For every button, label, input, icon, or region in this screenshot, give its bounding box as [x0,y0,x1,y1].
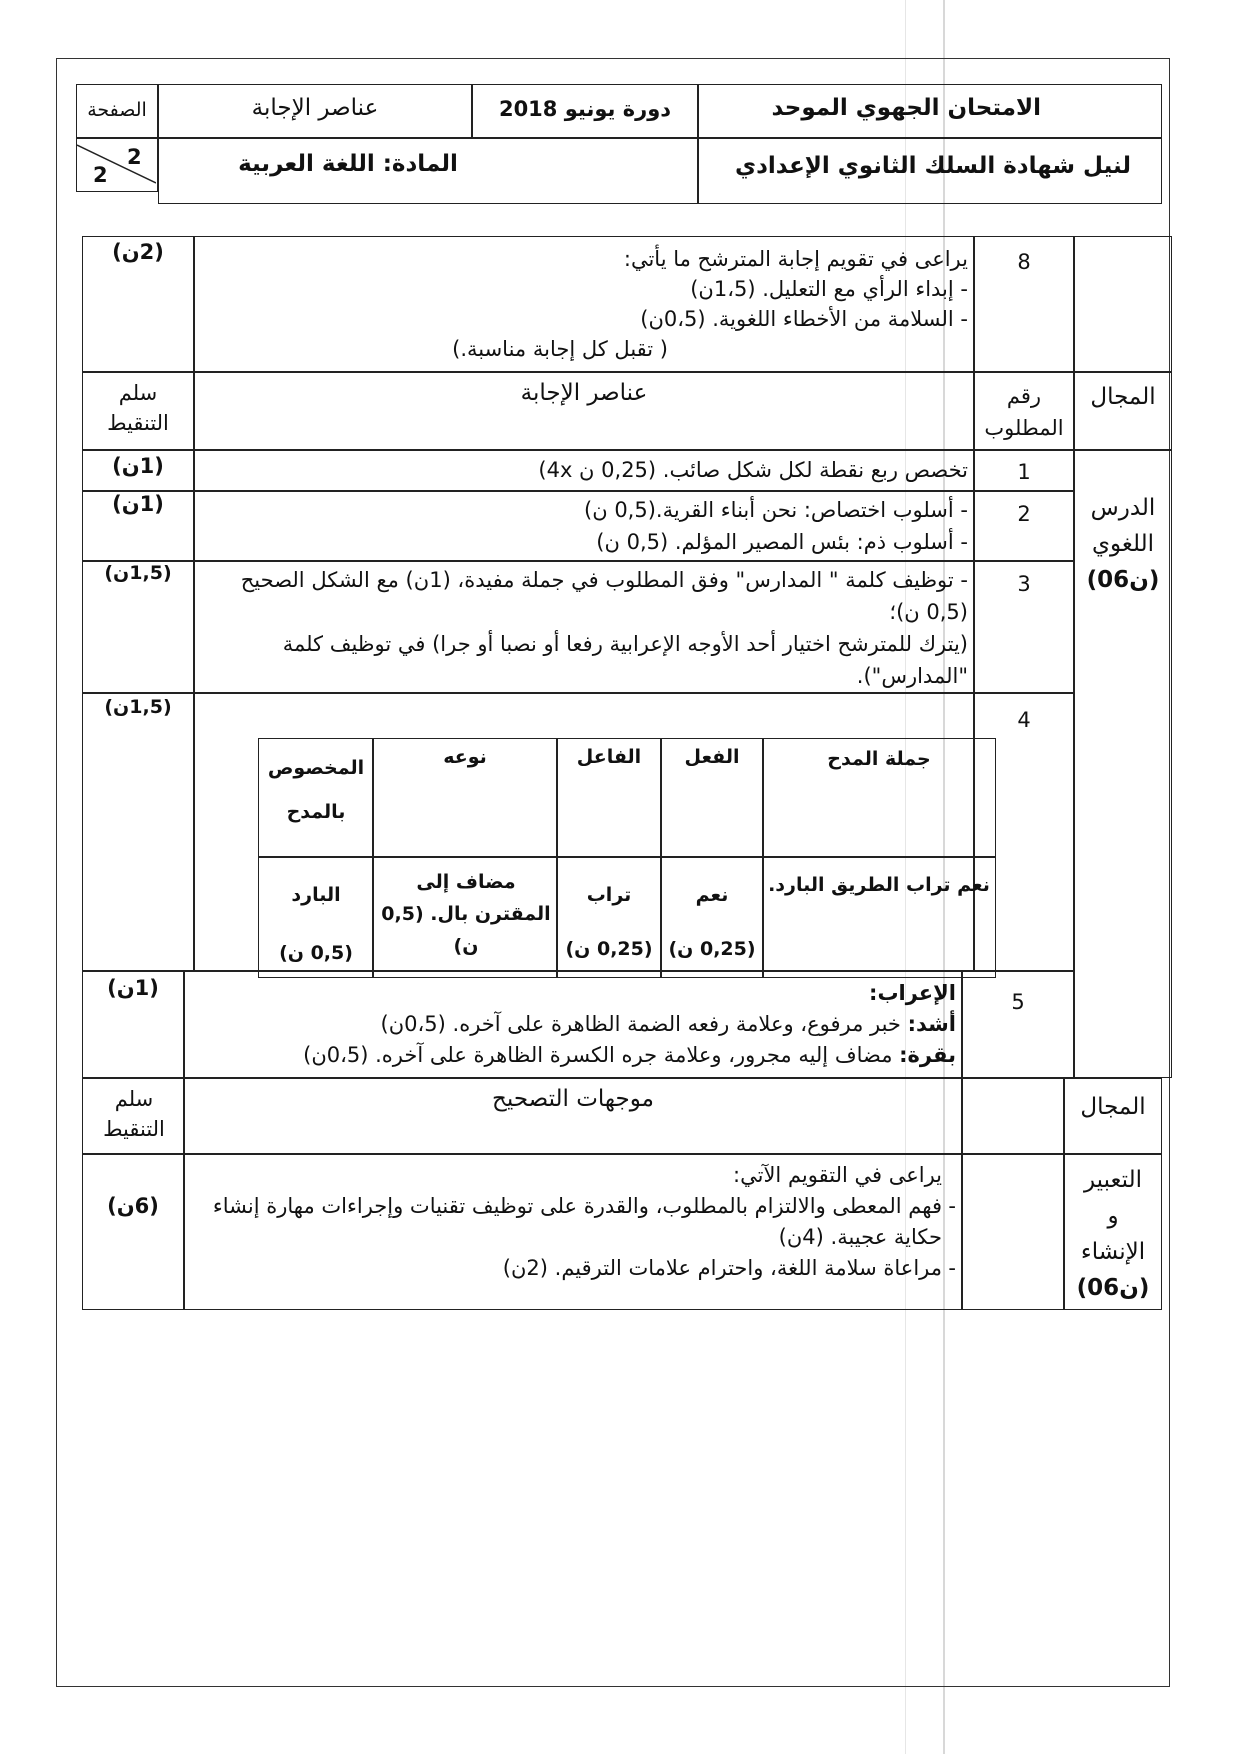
q8-line: ( تقبل كل إجابة مناسبة.) [452,337,668,361]
certificate-cell [698,138,1162,204]
q2-line: - أسلوب ذم: بئس المصير المؤلم. (0,5 ن) [596,530,968,554]
td-verb [662,868,762,976]
th-verb: الفعل [684,746,740,768]
answer-elements-header: عناصر الإجابة [520,380,648,406]
th-praised: المخصوص بالمدح [267,757,365,823]
td-sentence: نعم تراب الطريق البارد. [768,874,990,896]
q5-title: الإعراب: [869,981,956,1005]
diagonal-divider [77,139,156,190]
expression-item-text: مراعاة سلامة اللغة، واحترام علامات الترقيم. (2ن) [502,1256,942,1280]
q1-score: (1ن) [112,454,164,478]
page-total: 2 [93,163,108,187]
q8-score: (2ن) [112,240,164,264]
q8-text [200,244,968,364]
session-cell [472,84,698,138]
domain-score: (06ن) [1076,1275,1150,1301]
scale-header-2: سلم التنقيط [103,1087,165,1141]
domain-line: الإنشاء [1080,1239,1146,1265]
domain-line: اللغوي [1092,531,1154,557]
q2-text [200,494,968,558]
q2-score: (1ن) [112,492,164,516]
domain-score: (06ن) [1086,567,1160,593]
q8-line: يراعى في تقويم إجابة المترشح ما يأتي: [623,247,968,271]
page-number-cell [76,138,158,192]
q3-score: (1,5ن) [104,562,172,584]
answer-elements-cell [158,84,472,138]
q5-line [190,1009,956,1040]
bullet-dash: - [948,1194,956,1218]
q5-line [190,1040,956,1071]
q5-text [190,978,956,1071]
q2-number: 2 [1017,502,1031,526]
exam-title-cell [698,84,1162,138]
bullet-dash: - [948,1256,956,1280]
q5-desc: خبر مرفوع، وعلامة رفعه الضمة الظاهرة على آخره. (0،5ن) [380,1012,901,1036]
td-verb-score: (0,25 ن) [668,938,756,960]
expression-item-text: فهم المعطى والالتزام بالمطلوب، والقدرة على توظيف تقنيات وإجراءات مهارة إنشاء حكاية عجيبة. (4ن) [212,1194,942,1249]
domain-line: الدرس [1090,495,1156,521]
scale-header: سلم التنقيط [107,381,169,435]
td-praised [262,866,370,982]
subject-cell [158,138,698,204]
q2-line: - أسلوب اختصاص: نحن أبناء القرية.(0,5 ن) [584,498,968,522]
req-number-header: رقم المطلوب [984,384,1064,440]
expression-item [190,1253,956,1284]
guidance-header: موجهات التصحيح [492,1086,654,1112]
q5-word: أشد: [907,1012,956,1036]
q5-score: (1ن) [107,976,159,1000]
td-verb-value: نعم [695,884,729,906]
td-praised-value: البارد [291,884,341,906]
page-number: 2 [127,145,142,169]
q3-line: (يترك للمترشح اختيار أحد الأوجه الإعرابية رفعا أو نصبا أو جرا) في توظيف كلمة "المدارس"). [282,632,968,688]
expression-item [190,1191,956,1253]
domain-line: و [1107,1203,1119,1229]
linguistic-domain [1075,490,1171,598]
page-label-cell [76,84,158,138]
q1-text: تخصص ربع نقطة لكل شكل صائب. (0,25 ن 4x) [538,458,968,482]
td-subject-value: تراب [586,884,632,906]
q5-number: 5 [1011,990,1025,1014]
td-subject [558,868,660,976]
certificate: لنيل شهادة السلك الثانوي الإعدادي [735,153,1131,179]
q4-score: (1,5ن) [104,696,172,718]
q5-word: بقرة: [899,1043,956,1067]
domain-line: التعبير [1083,1167,1142,1193]
domain-header: المجال [1090,384,1156,410]
expression-text [190,1160,956,1284]
q3-line: - توظيف كلمة " المدارس" وفق المطلوب في جملة مفيدة، (1ن) مع الشكل الصحيح (0,5 ن)؛ [240,568,968,624]
expression-intro: يراعى في التقويم الآتي: [733,1163,942,1187]
td-praised-score: (0,5 ن) [279,942,353,964]
q8-line: - السلامة من الأخطاء اللغوية. (0،5ن) [640,307,968,331]
page-label: الصفحة [87,99,147,121]
q8-line: - إبداء الرأي مع التعليل. (1،5ن) [690,277,968,301]
td-type: مضاف إلى المقترن بال. (0,5 ن) [381,871,551,957]
th-praise-sentence: جملة المدح [827,748,931,770]
q3-number: 3 [1017,572,1031,596]
domain-header-2: المجال [1080,1094,1146,1120]
th-subject: الفاعل [576,746,642,768]
expression-score: (6ن) [107,1194,159,1218]
q3-text [200,564,968,692]
th-type: نوعه [443,746,487,768]
q8-number: 8 [1017,250,1031,274]
q5-desc: مضاف إليه مجرور، وعلامة جره الكسرة الظاهرة على آخره. (0،5ن) [303,1043,893,1067]
td-subject-score: (0,25 ن) [565,938,653,960]
answer-elements-title: عناصر الإجابة [251,95,379,121]
q4-number: 4 [1017,708,1031,732]
expression-domain [1065,1162,1161,1306]
subject: المادة: اللغة العربية [238,151,458,177]
session: دورة يونيو 2018 [498,97,672,121]
exam-title: الامتحان الجهوي الموحد [771,95,1041,121]
q1-number: 1 [1017,460,1031,484]
